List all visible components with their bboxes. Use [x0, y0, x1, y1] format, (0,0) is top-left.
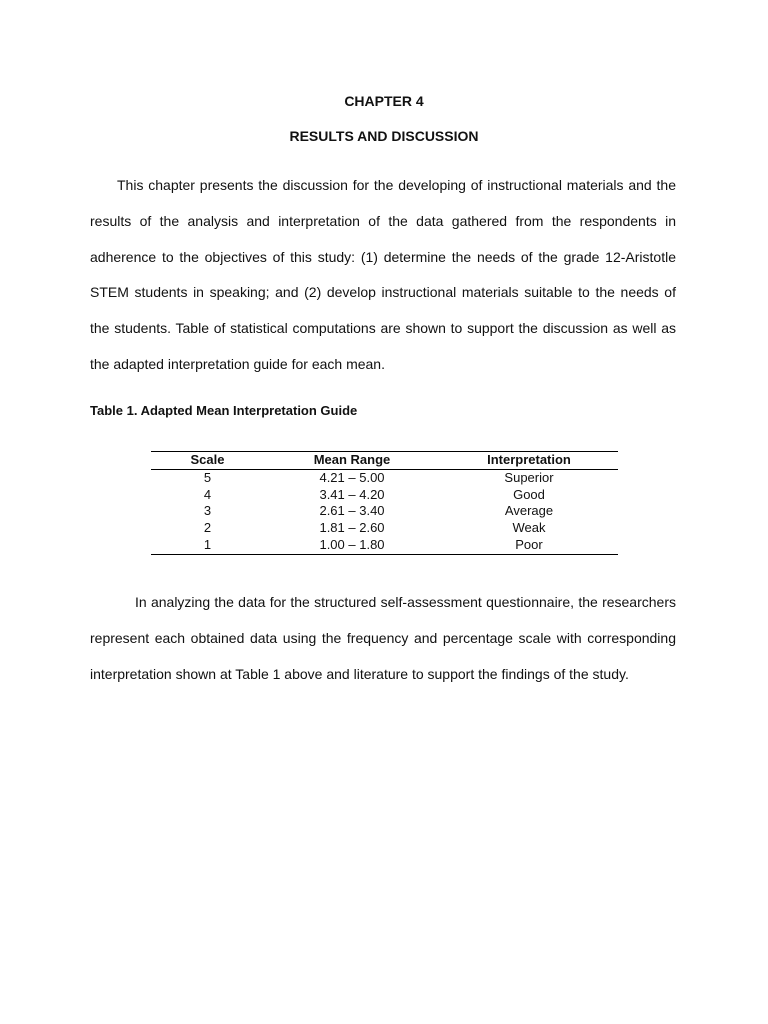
cell-scale: 3 — [203, 503, 212, 519]
table-row — [151, 487, 618, 504]
cell-mean-range: 1.81 – 2.60 — [319, 520, 385, 536]
column-header-mean-range: Mean Range — [264, 452, 440, 470]
column-header-scale: Scale — [151, 452, 264, 470]
cell-mean-range: 3.41 – 4.20 — [319, 486, 385, 502]
cell-scale: 5 — [203, 469, 212, 485]
cell-interpretation: Poor — [515, 536, 543, 552]
table-row — [151, 503, 618, 520]
column-header-interpretation: Interpretation — [440, 452, 618, 470]
cell-interpretation: Weak — [512, 520, 546, 536]
table-caption: Table 1. Adapted Mean Interpretation Guide — [90, 403, 358, 418]
chapter-title: RESULTS AND DISCUSSION — [289, 128, 479, 144]
interpretation-table — [151, 451, 618, 555]
intro-paragraph: This chapter presents the discussion for the developing of instructional materials and the results of the analysis and interpretation of the data gathered from the respondents in adherence to the objectives of this study: (1) determine the needs of the grade 12-Aristotle STEM students in speaking; and (2) develop instructional materials suitable to the needs of the students. Table of statistical computations are shown to support the discussion as well as the adapted interpretation guide for each mean. — [90, 177, 676, 372]
cell-scale: 2 — [203, 520, 212, 536]
cell-mean-range: 1.00 – 1.80 — [319, 536, 385, 552]
table-row — [151, 520, 618, 537]
cell-interpretation: Superior — [504, 469, 554, 485]
cell-interpretation: Good — [513, 486, 545, 502]
analysis-paragraph: In analyzing the data for the structured self-assessment questionnaire, the researchers represent each obtained data using the frequency and percentage scale with corresponding interpretation shown at Table 1 above and literature to support the findings of the study. — [90, 594, 676, 682]
table-row — [151, 469, 618, 486]
table-row — [151, 537, 618, 554]
chapter-heading: CHAPTER 4 — [344, 93, 424, 109]
cell-scale: 1 — [203, 536, 212, 552]
cell-mean-range: 4.21 – 5.00 — [319, 469, 385, 485]
cell-scale: 4 — [203, 486, 212, 502]
cell-mean-range: 2.61 – 3.40 — [319, 503, 385, 519]
table-header-row — [151, 452, 618, 470]
cell-interpretation: Average — [504, 503, 554, 519]
